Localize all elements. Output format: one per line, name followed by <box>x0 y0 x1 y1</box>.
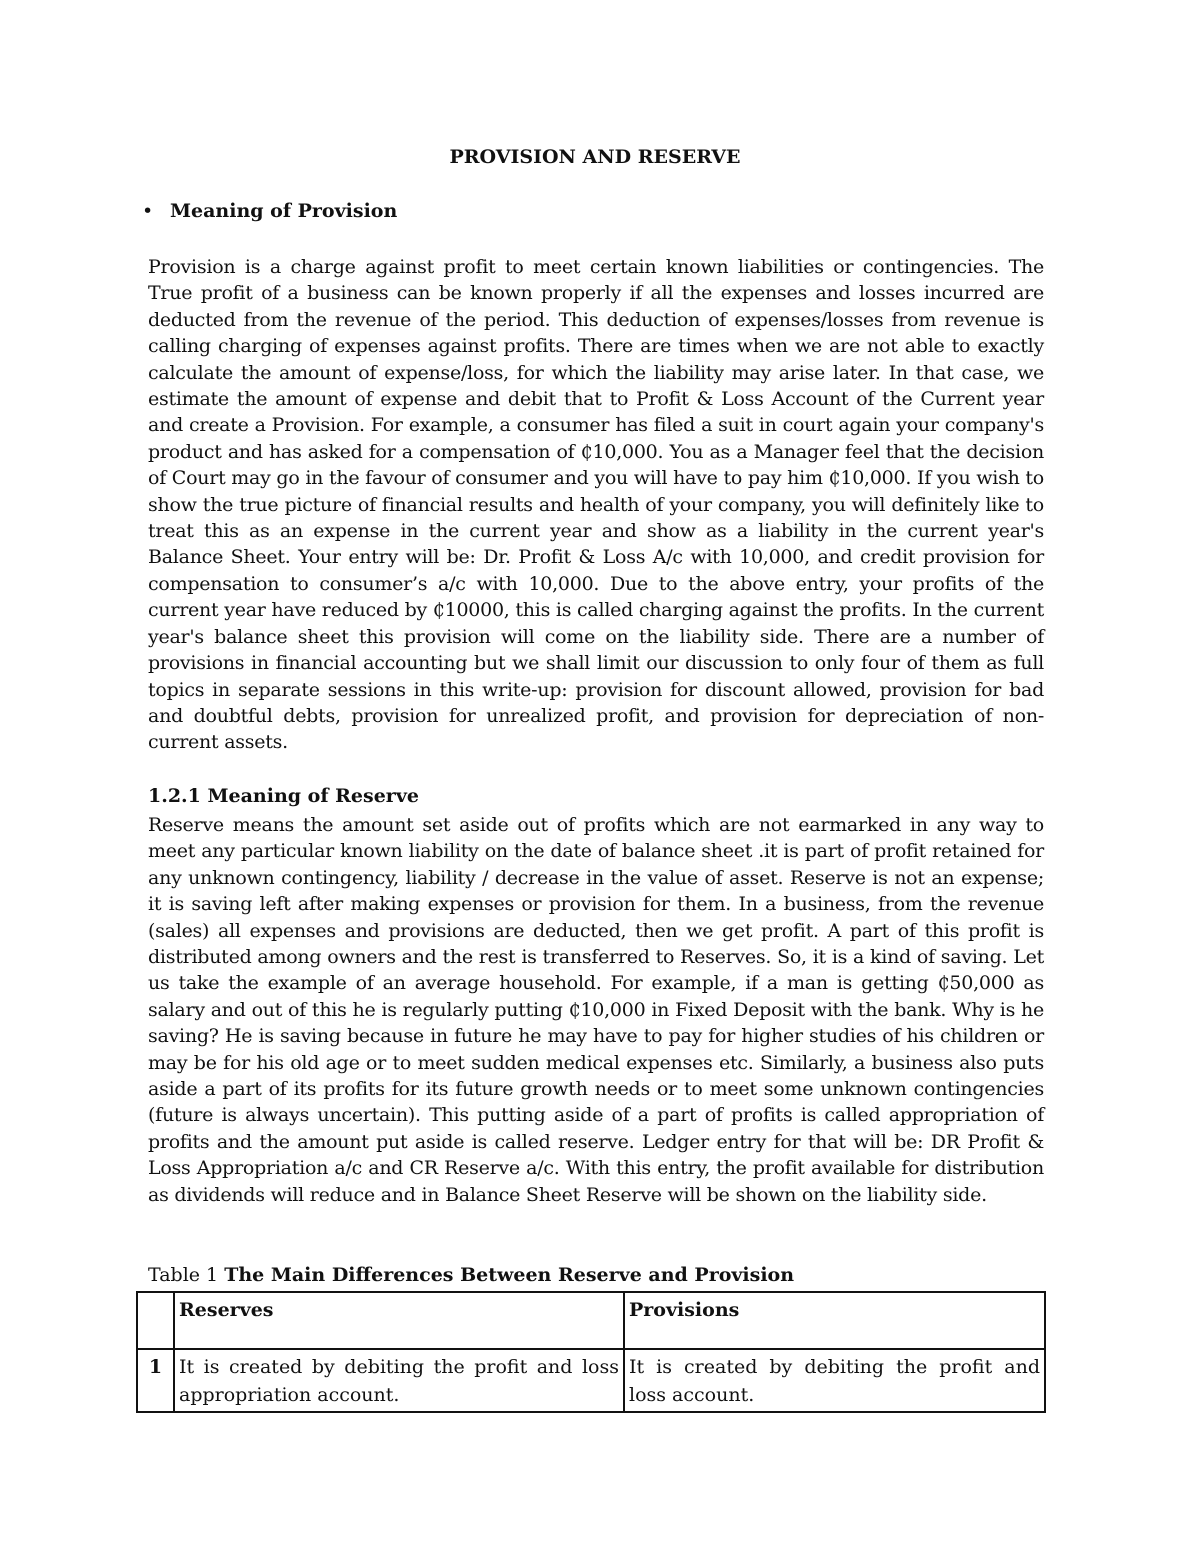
table-caption-prefix: Table 1 <box>148 1264 219 1286</box>
table-header-number <box>137 1292 174 1349</box>
table-header-reserves: Reserves <box>174 1292 624 1349</box>
document-title: PROVISION AND RESERVE <box>449 146 741 168</box>
reserve-heading: 1.2.1 Meaning of Reserve <box>148 785 419 807</box>
table-row <box>137 1349 1045 1412</box>
table-row-number: 1 <box>137 1349 174 1412</box>
table-cell-reserves: It is created by debiting the profit and loss appropriation account. <box>174 1349 624 1412</box>
table-header-row <box>137 1292 1045 1349</box>
provision-paragraph: Provision is a charge against profit to meet certain known liabilities or contingencies. The True profit of a business can be known properly if all the expenses and losses incurred are deducted from the revenue of the period. This deduction of expenses/losses from revenue is calling charging of expenses against profits. There are times when we are not able to exactly calculate the amount of expense/loss, for which the liability may arise later. In that case, we estimate the amount of expense and debit that to Profit & Loss Account of the Current year and create a Provision. For example, a consumer has filed a suit in court again your company's product and has asked for a compensation of ₵10,000. You as a Manager feel that the decision of Court may go in the favour of consumer and you will have to pay him ₵10,000. If you wish to show the true picture of financial results and health of your company, you will definitely like to treat this as an expense in the current year and show as a liability in the current year's Balance Sheet. Your entry will be: Dr. Profit & Loss A/c with 10,000, and credit provision for compensation to consumer’s a/c with 10,000. Due to the above entry, your profits of the current year have reduced by ₵10000, this is called charging against the profits. In the current year's balance sheet this provision will come on the liability side. There are a number of provisions in financial accounting but we shall limit our discussion to only four of them as full topics in separate sessions in this write-up: provision for discount allowed, provision for bad and doubtful debts, provision for unrealized profit, and provision for depreciation of non-current assets. <box>148 256 1044 754</box>
table-caption-title: The Main Differences Between Reserve and Provision <box>224 1264 795 1286</box>
table-header-provisions: Provisions <box>624 1292 1045 1349</box>
table-cell-provisions: It is created by debiting the profit and loss account. <box>624 1349 1045 1412</box>
provision-heading-text: Meaning of Provision <box>170 200 398 222</box>
provision-heading <box>142 200 397 222</box>
bullet-icon: • <box>142 200 154 222</box>
table-caption <box>148 1264 794 1286</box>
differences-table <box>136 1291 1046 1413</box>
reserve-paragraph: Reserve means the amount set aside out of profits which are not earmarked in any way to meet any particular known liability on the date of balance sheet .it is part of profit retained for any unknown contingency, liability / decrease in the value of asset. Reserve is not an expense; it is saving left after making expenses or provision for them. In a business, from the revenue (sales) all expenses and provisions are deducted, then we get profit. A part of this profit is distributed among owners and the rest is transferred to Reserves. So, it is a kind of saving. Let us take the example of an average household. For example, if a man is getting ₵50,000 as salary and out of this he is regularly putting ₵10,000 in Fixed Deposit with the bank. Why is he saving? He is saving because in future he may have to pay for higher studies of his children or may be for his old age or to meet sudden medical expenses etc. Similarly, a business also puts aside a part of its profits for its future growth needs or to meet some unknown contingencies (future is always uncertain). This putting aside of a part of profits is called appropriation of profits and the amount put aside is called reserve. Ledger entry for that will be: DR Profit & Loss Appropriation a/c and CR Reserve a/c. With this entry, the profit available for distribution as dividends will reduce and in Balance Sheet Reserve will be shown on the liability side. <box>148 814 1044 1206</box>
